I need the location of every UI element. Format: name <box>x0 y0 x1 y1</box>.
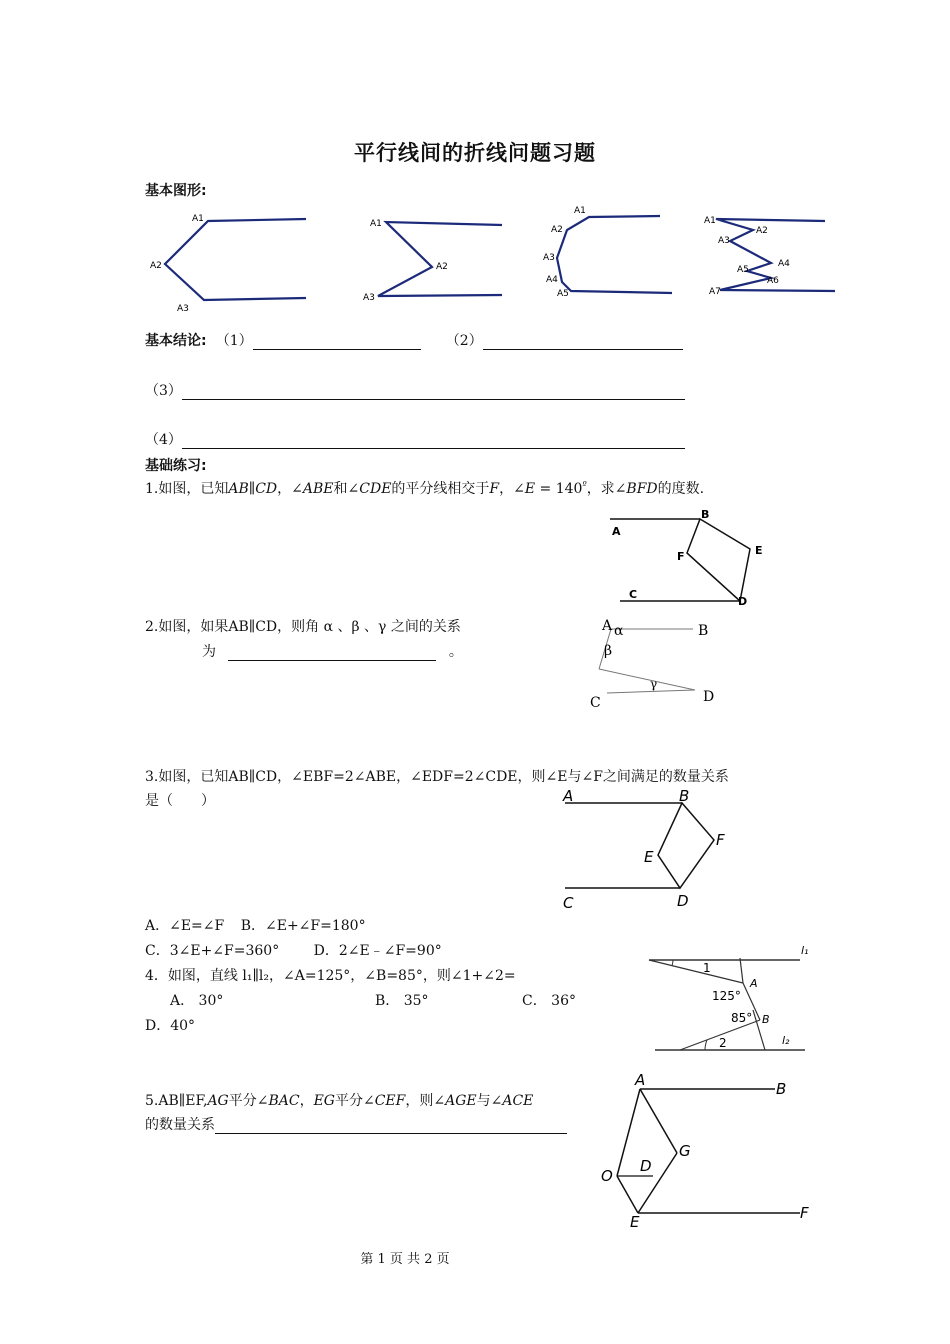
q5-figure <box>595 1070 820 1230</box>
q1-part: ∠BFD <box>614 481 658 497</box>
fig4-label-a5: A5 <box>737 265 749 275</box>
q3-label-c: C <box>563 894 574 912</box>
q5-line-1 <box>145 1090 533 1110</box>
q5-part: 平分 <box>334 1093 363 1109</box>
fig4-label-a4: A4 <box>778 259 790 269</box>
page-footer: 第 1 页 共 2 页 <box>360 1252 450 1267</box>
q5-part: 平分 <box>228 1093 257 1109</box>
q1-number: 1. <box>145 481 159 497</box>
q4-label-85: 85° <box>731 1011 753 1025</box>
q5-label-b: B <box>776 1080 787 1098</box>
fig2-label-a1: A1 <box>370 219 382 229</box>
conclusion-2-label: （2） <box>445 333 483 349</box>
basic-figure-2 <box>360 210 510 310</box>
q3-option-b[interactable]: B．∠E+∠F=180° <box>240 918 366 934</box>
q5-label-d: D <box>640 1157 652 1175</box>
q2-line-2 <box>202 641 463 661</box>
basic-figure-4 <box>700 205 840 300</box>
q1-part: 和 <box>333 481 348 497</box>
q5-label-e: E <box>630 1213 640 1230</box>
q4-label-l1: l₁ <box>801 944 809 957</box>
fig3-label-a5: A5 <box>557 289 569 299</box>
q5-label-a: A <box>635 1071 646 1089</box>
q3-label-a: A <box>563 787 574 805</box>
q3-option-d[interactable]: D．2∠E﹣∠F=90° <box>313 943 442 959</box>
q4-label-125: 125° <box>712 989 741 1003</box>
q2-label-gamma: γ <box>650 677 658 691</box>
q5-line-2 <box>145 1114 567 1134</box>
fig2-label-a2: A2 <box>436 262 448 272</box>
conclusion-2-blank[interactable] <box>483 334 683 350</box>
fig4-label-a2: A2 <box>756 226 768 236</box>
q5-part: 5.AB∥EF, <box>145 1093 208 1109</box>
basic-figure-3 <box>535 200 675 305</box>
conclusion-4-label: （4） <box>145 432 182 448</box>
q5-part: ， <box>299 1093 314 1109</box>
q2-label-alpha: α <box>614 623 624 639</box>
fig4-label-a1: A1 <box>704 216 716 226</box>
fig2-label-a3: A3 <box>363 293 375 303</box>
q5-label-o: O <box>601 1167 613 1185</box>
conclusion-1-label: （1） <box>215 333 253 349</box>
q1-label-e: E <box>755 544 763 557</box>
conclusion-row-3 <box>145 380 685 400</box>
conclusions-heading: 基本结论: <box>145 333 207 349</box>
conclusion-3-label: （3） <box>145 383 182 399</box>
q1-part: ∠ABE <box>291 481 334 497</box>
q4-option-b[interactable]: B． 35° <box>375 993 429 1009</box>
fig4-label-a6: A6 <box>767 276 779 286</box>
fig1-label-a1: A1 <box>192 214 204 224</box>
q1-part: ， <box>277 481 292 497</box>
q1-label-f: F <box>677 550 685 563</box>
q5-part: ∠ACE <box>490 1093 534 1109</box>
q5-label-f: F <box>800 1204 809 1222</box>
q2-label-c: C <box>590 695 601 711</box>
q1-part: ， <box>499 481 514 497</box>
fig3-label-a4: A4 <box>546 275 558 285</box>
q1-figure <box>600 505 780 610</box>
q4-label-angle-2: 2 <box>719 1036 727 1050</box>
q2-label-a: A <box>602 618 613 634</box>
q5-part: AG <box>207 1093 229 1109</box>
page-title: 平行线间的折线问题习题 <box>354 141 596 165</box>
conclusion-4-blank[interactable] <box>182 433 685 449</box>
q1-part: 如图，已知 <box>158 481 229 497</box>
q1-part: ，求 <box>586 481 615 497</box>
basic-figures-heading: 基本图形: <box>145 183 207 199</box>
q3-option-a[interactable]: A．∠E=∠F <box>145 918 225 934</box>
q1-part: º <box>582 480 587 491</box>
q5-part: ∠CEF <box>362 1093 406 1109</box>
q5-answer-blank[interactable] <box>215 1118 567 1134</box>
q4-label-l2: l₂ <box>782 1034 790 1047</box>
q2-suffix: 。 <box>448 644 463 660</box>
q1-label-a: A <box>612 525 621 538</box>
fig1-label-a3: A3 <box>177 304 189 314</box>
q4-stem: 4．如图，直线 l₁∥l₂，∠A=125°，∠B=85°，则∠1+∠2= <box>145 968 516 984</box>
q1-label-b: B <box>701 508 710 521</box>
q3-label-b: B <box>679 787 690 805</box>
q5-part: ∠BAC <box>256 1093 300 1109</box>
q2-figure <box>585 610 725 715</box>
q1-part: ∠E <box>513 481 536 497</box>
q4-label-a: A <box>750 977 758 990</box>
q2-label-b: B <box>698 623 709 639</box>
fig3-label-a1: A1 <box>574 206 586 216</box>
q4-option-d[interactable]: D．40° <box>145 1018 196 1034</box>
q4-label-angle-1: 1 <box>703 961 711 975</box>
q3-options-row-1 <box>145 915 366 935</box>
q1-part: AB∥CD <box>228 481 278 497</box>
fig4-label-a7: A7 <box>709 287 721 297</box>
q5-part: EG <box>313 1093 335 1109</box>
q5-label-g: G <box>679 1142 691 1160</box>
q4-option-a[interactable]: A． 30° <box>170 993 224 1009</box>
q3-label-d: D <box>677 892 689 910</box>
q1-label-d: D <box>738 595 748 608</box>
basic-figure-1 <box>140 205 315 315</box>
q5-part: 与 <box>476 1093 491 1109</box>
conclusion-row-1 <box>145 330 683 350</box>
q3-line-2: 是（ ） <box>145 793 215 809</box>
q3-figure <box>555 783 740 913</box>
q3-line-1: 3.如图，已知AB∥CD，∠EBF=2∠ABE，∠EDF=2∠CDE，则∠E与∠F之间满足的数量关系 <box>145 769 729 785</box>
q2-line-1: 2.如图，如果AB∥CD，则角 α 、β 、γ 之间的关系 <box>145 619 461 635</box>
q1-label-c: C <box>629 588 638 601</box>
conclusion-1-blank[interactable] <box>253 334 421 350</box>
q2-label-d: D <box>703 689 715 705</box>
q3-label-f: F <box>716 831 725 849</box>
q3-options-row-2 <box>145 940 442 960</box>
q1-part: 的平分线相交于 <box>391 481 490 497</box>
q5-part: ∠AGE <box>433 1093 477 1109</box>
fig4-label-a3: A3 <box>718 236 730 246</box>
q3-option-c[interactable]: C．3∠E+∠F=360° <box>145 943 280 959</box>
q1-part: 的度数. <box>657 481 705 497</box>
practice-heading: 基础练习: <box>145 458 207 474</box>
q1-part: ∠CDE <box>347 481 392 497</box>
fig3-label-a3: A3 <box>543 253 555 263</box>
conclusion-row-4 <box>145 429 685 449</box>
q4-option-c[interactable]: C． 36° <box>522 993 576 1009</box>
fig1-label-a2: A2 <box>150 261 162 271</box>
q2-answer-blank[interactable] <box>228 645 436 661</box>
q1-part: F <box>489 481 500 497</box>
question-1 <box>145 478 704 498</box>
q5-part: ，则 <box>405 1093 434 1109</box>
q4-label-b: B <box>762 1013 770 1026</box>
q1-part: = 140 <box>535 481 583 497</box>
q5-line-2-text: 的数量关系 <box>145 1117 215 1133</box>
q2-prefix: 为 <box>202 644 216 660</box>
conclusion-3-blank[interactable] <box>182 384 685 400</box>
q2-label-beta: β <box>604 643 613 659</box>
fig3-label-a2: A2 <box>551 225 563 235</box>
q3-label-e: E <box>644 848 654 866</box>
q4-figure <box>645 940 815 1055</box>
